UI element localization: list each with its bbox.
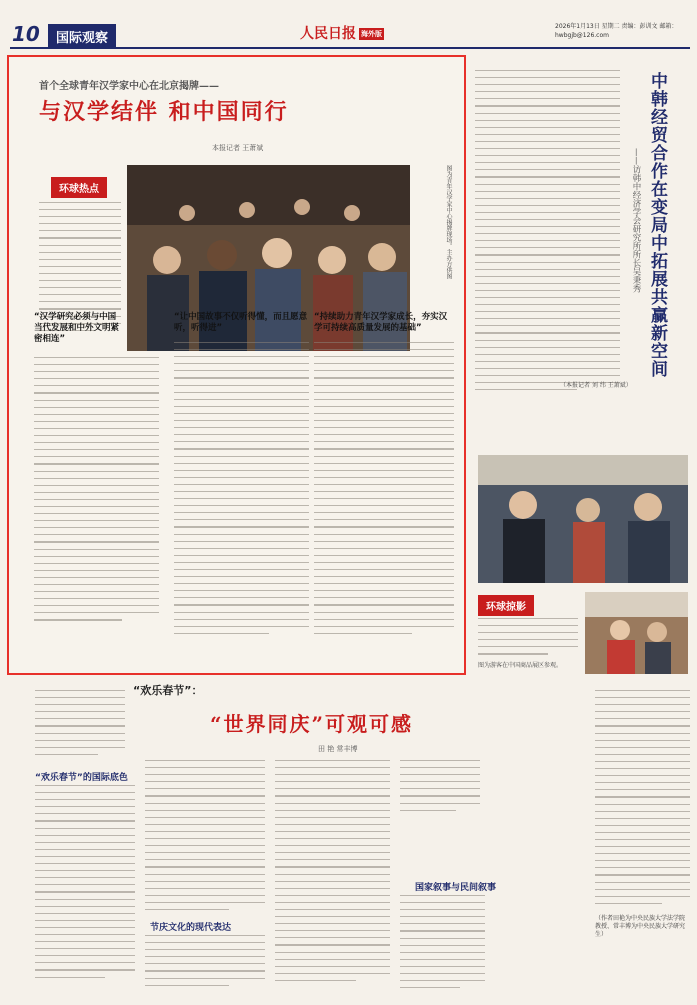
col3-text: [314, 342, 454, 640]
right-article-editors: （本报记者 刘 纬 王萧斌）: [560, 382, 632, 389]
article-byline: 本报记者 王萧斌: [212, 144, 264, 152]
bottom-col1: [35, 785, 135, 984]
bottom-heading: “欢乐春节”：: [133, 684, 203, 697]
right-article-text: [475, 70, 620, 396]
col1-text: [34, 357, 159, 627]
bottom-byline: 田 艳 常丰博: [318, 745, 358, 753]
bottom-col3: [275, 760, 390, 987]
header-rule: [10, 47, 690, 49]
article-headline: 与汉学结伴 和中国同行: [39, 99, 289, 125]
bottom-subhead-3: 国家叙事与民间叙事: [415, 883, 497, 893]
picture-caption: [478, 618, 578, 661]
tag-hot: 环球热点: [51, 177, 107, 198]
subhead-2: “让中国故事不仅听得懂，而且愿意听，听得进”: [174, 312, 308, 333]
street-photo: [478, 455, 688, 583]
right-article-subtitle: ——访韩中经济学会研究所所长吴秉秀: [631, 148, 641, 293]
author-note: （作者田艳为中央民族大学法学院教授、常丰博为中央民族大学研究生）: [595, 915, 686, 938]
bottom-col2b: [145, 935, 265, 992]
bottom-col4: [400, 760, 480, 817]
bottom-subhead-2: 节庆文化的现代表达: [150, 923, 232, 933]
right-article-title: 中韩经贸合作在变局中拓展共赢新空间: [647, 72, 667, 378]
picture-caption-text: 图为游客在中国商品展区参观。: [478, 662, 563, 669]
feature-article: [7, 55, 466, 675]
issue-meta: 2026年1月13日 星期二 责编：彭训文 邮箱：hwbgjb@126.com: [555, 23, 678, 39]
page-header: [0, 0, 697, 52]
bottom-intro: [35, 690, 125, 761]
subhead-1: “汉学研究必须与中国当代发展和中外文明紧密相连”: [34, 312, 120, 344]
bottom-col2: [145, 760, 265, 916]
market-photo: [585, 592, 688, 674]
section-label: 国际观察: [48, 24, 116, 49]
tag-picture: 环球掠影: [478, 595, 534, 616]
page-number: 10: [12, 22, 40, 46]
masthead-logo: 人民日报 海外版: [300, 26, 382, 42]
photo-caption: 图为青年汉学家中心揭牌现场。主办方供图: [445, 165, 452, 279]
article-kicker: 首个全球青年汉学家中心在北京揭牌——: [39, 81, 219, 92]
bottom-title: “世界同庆”可观可感: [210, 712, 414, 736]
bottom-col4b: [400, 895, 485, 994]
col2-text: [174, 342, 309, 640]
bottom-col5: [595, 690, 690, 910]
subhead-3: “持续助力青年汉学家成长，夯实汉学可持续高质量发展的基础”: [314, 312, 448, 333]
bottom-subhead-1: “欢乐春节”的国际底色: [35, 773, 128, 783]
